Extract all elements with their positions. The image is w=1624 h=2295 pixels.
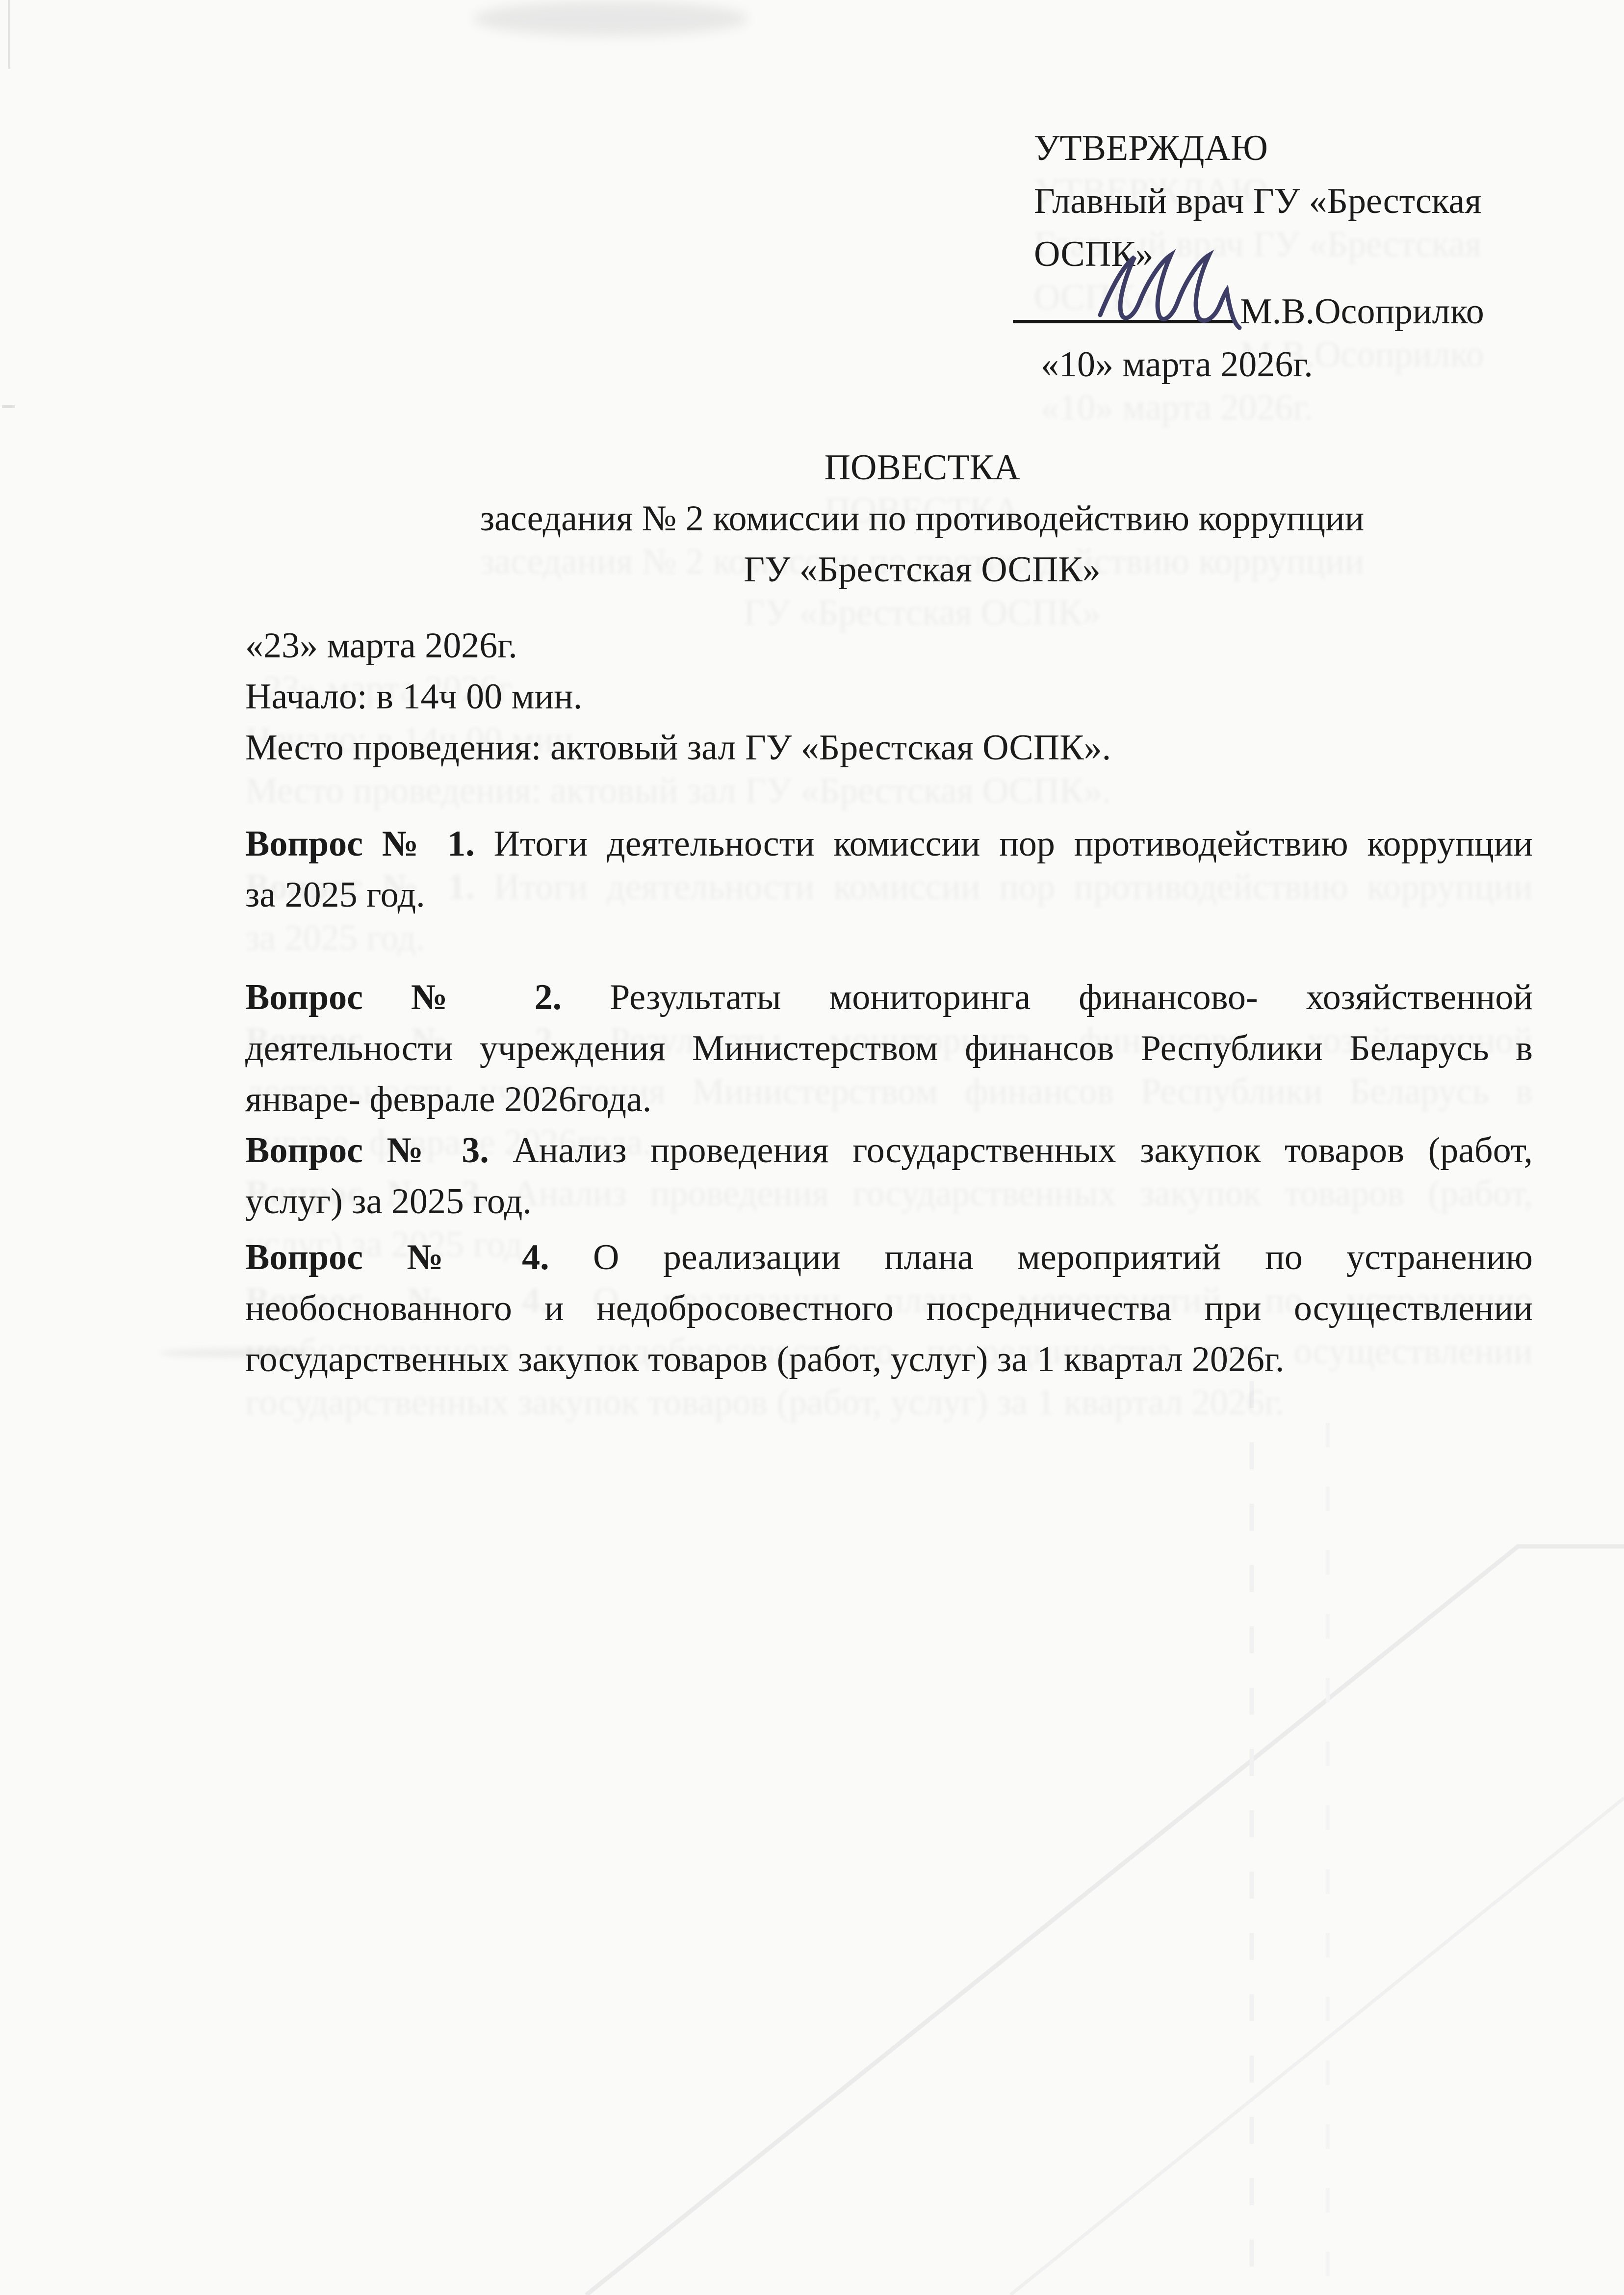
question-4-line-2: необоснованного и недобросовестного посредничества при осуществлении: [245, 1288, 1533, 1329]
question-1-label: Вопрос № 1.: [245, 824, 475, 864]
document-title-block: [275, 442, 1570, 595]
question-4-paragraph: [245, 1232, 1533, 1385]
meeting-start-time: Начало: в 14ч 00 мин.: [245, 677, 583, 717]
approval-date: «10» марта 2026г.: [1041, 344, 1313, 385]
question-4-line-1: [245, 1232, 1533, 1283]
question-1-line-2: за 2025 год.: [245, 875, 425, 915]
approval-block: [1034, 122, 1603, 391]
question-2-paragraph: [245, 972, 1533, 1125]
meeting-date: «23» марта 2026г.: [245, 626, 517, 666]
signature-row: [1034, 281, 1603, 338]
question-4-line-3: государственных закупок товаров (работ, услуг) за 1 квартал 2026г.: [245, 1339, 1285, 1380]
document-subtitle-line1: заседания № 2 комиссии по противодействию коррупции: [480, 498, 1365, 539]
question-3-line-2: услуг) за 2025 год.: [245, 1181, 532, 1222]
approval-position-line2: ОСПК»: [1034, 234, 1154, 274]
scan-fold-line: [586, 1546, 1624, 2295]
approval-stamp-word: УТВЕРЖДАЮ: [1034, 128, 1268, 168]
scan-smudge-top: [473, 1, 748, 36]
signatory-name: М.В.Осоприлко: [1240, 291, 1484, 332]
question-1-text: Итоги деятельности комиссии пор противодействию коррупции: [493, 824, 1533, 864]
question-2-line-2: деятельности учреждения Министерством финансов Республики Беларусь в: [245, 1028, 1533, 1069]
question-3-label: Вопрос № 3.: [245, 1130, 489, 1171]
scan-fold-line-2: [1010, 1798, 1624, 2295]
document-title: ПОВЕСТКА: [824, 447, 1020, 488]
approval-position-line1: Главный врач ГУ «Брестская: [1034, 181, 1482, 221]
question-1-paragraph: [245, 818, 1533, 920]
question-2-label: Вопрос № 2.: [245, 977, 562, 1017]
scan-edge-line: [8, 0, 10, 69]
meeting-info-block: [245, 620, 1570, 773]
signature-scribble-icon: [1096, 250, 1263, 334]
document-subtitle-line2: ГУ «Брестская ОСПК»: [744, 549, 1101, 590]
question-2-line-3: январе- феврале 2026года.: [245, 1079, 652, 1120]
question-3-text: Анализ проведения государственных закупок товаров (работ,: [513, 1130, 1533, 1171]
meeting-location: Место проведения: актовый зал ГУ «Брестская ОСПК».: [245, 728, 1111, 768]
scan-edge-dash: [2, 405, 15, 408]
question-2-text: Результаты мониторинга финансово- хозяйственной: [610, 977, 1533, 1017]
question-1-line-1: [245, 818, 1533, 869]
question-4-label: Вопрос № 4.: [245, 1237, 549, 1278]
question-3-paragraph: [245, 1125, 1533, 1227]
signature-line: [1013, 281, 1236, 323]
question-3-line-1: [245, 1125, 1533, 1176]
question-4-text: О реализации плана мероприятий по устранению: [593, 1237, 1533, 1278]
question-2-line-1: [245, 972, 1533, 1023]
